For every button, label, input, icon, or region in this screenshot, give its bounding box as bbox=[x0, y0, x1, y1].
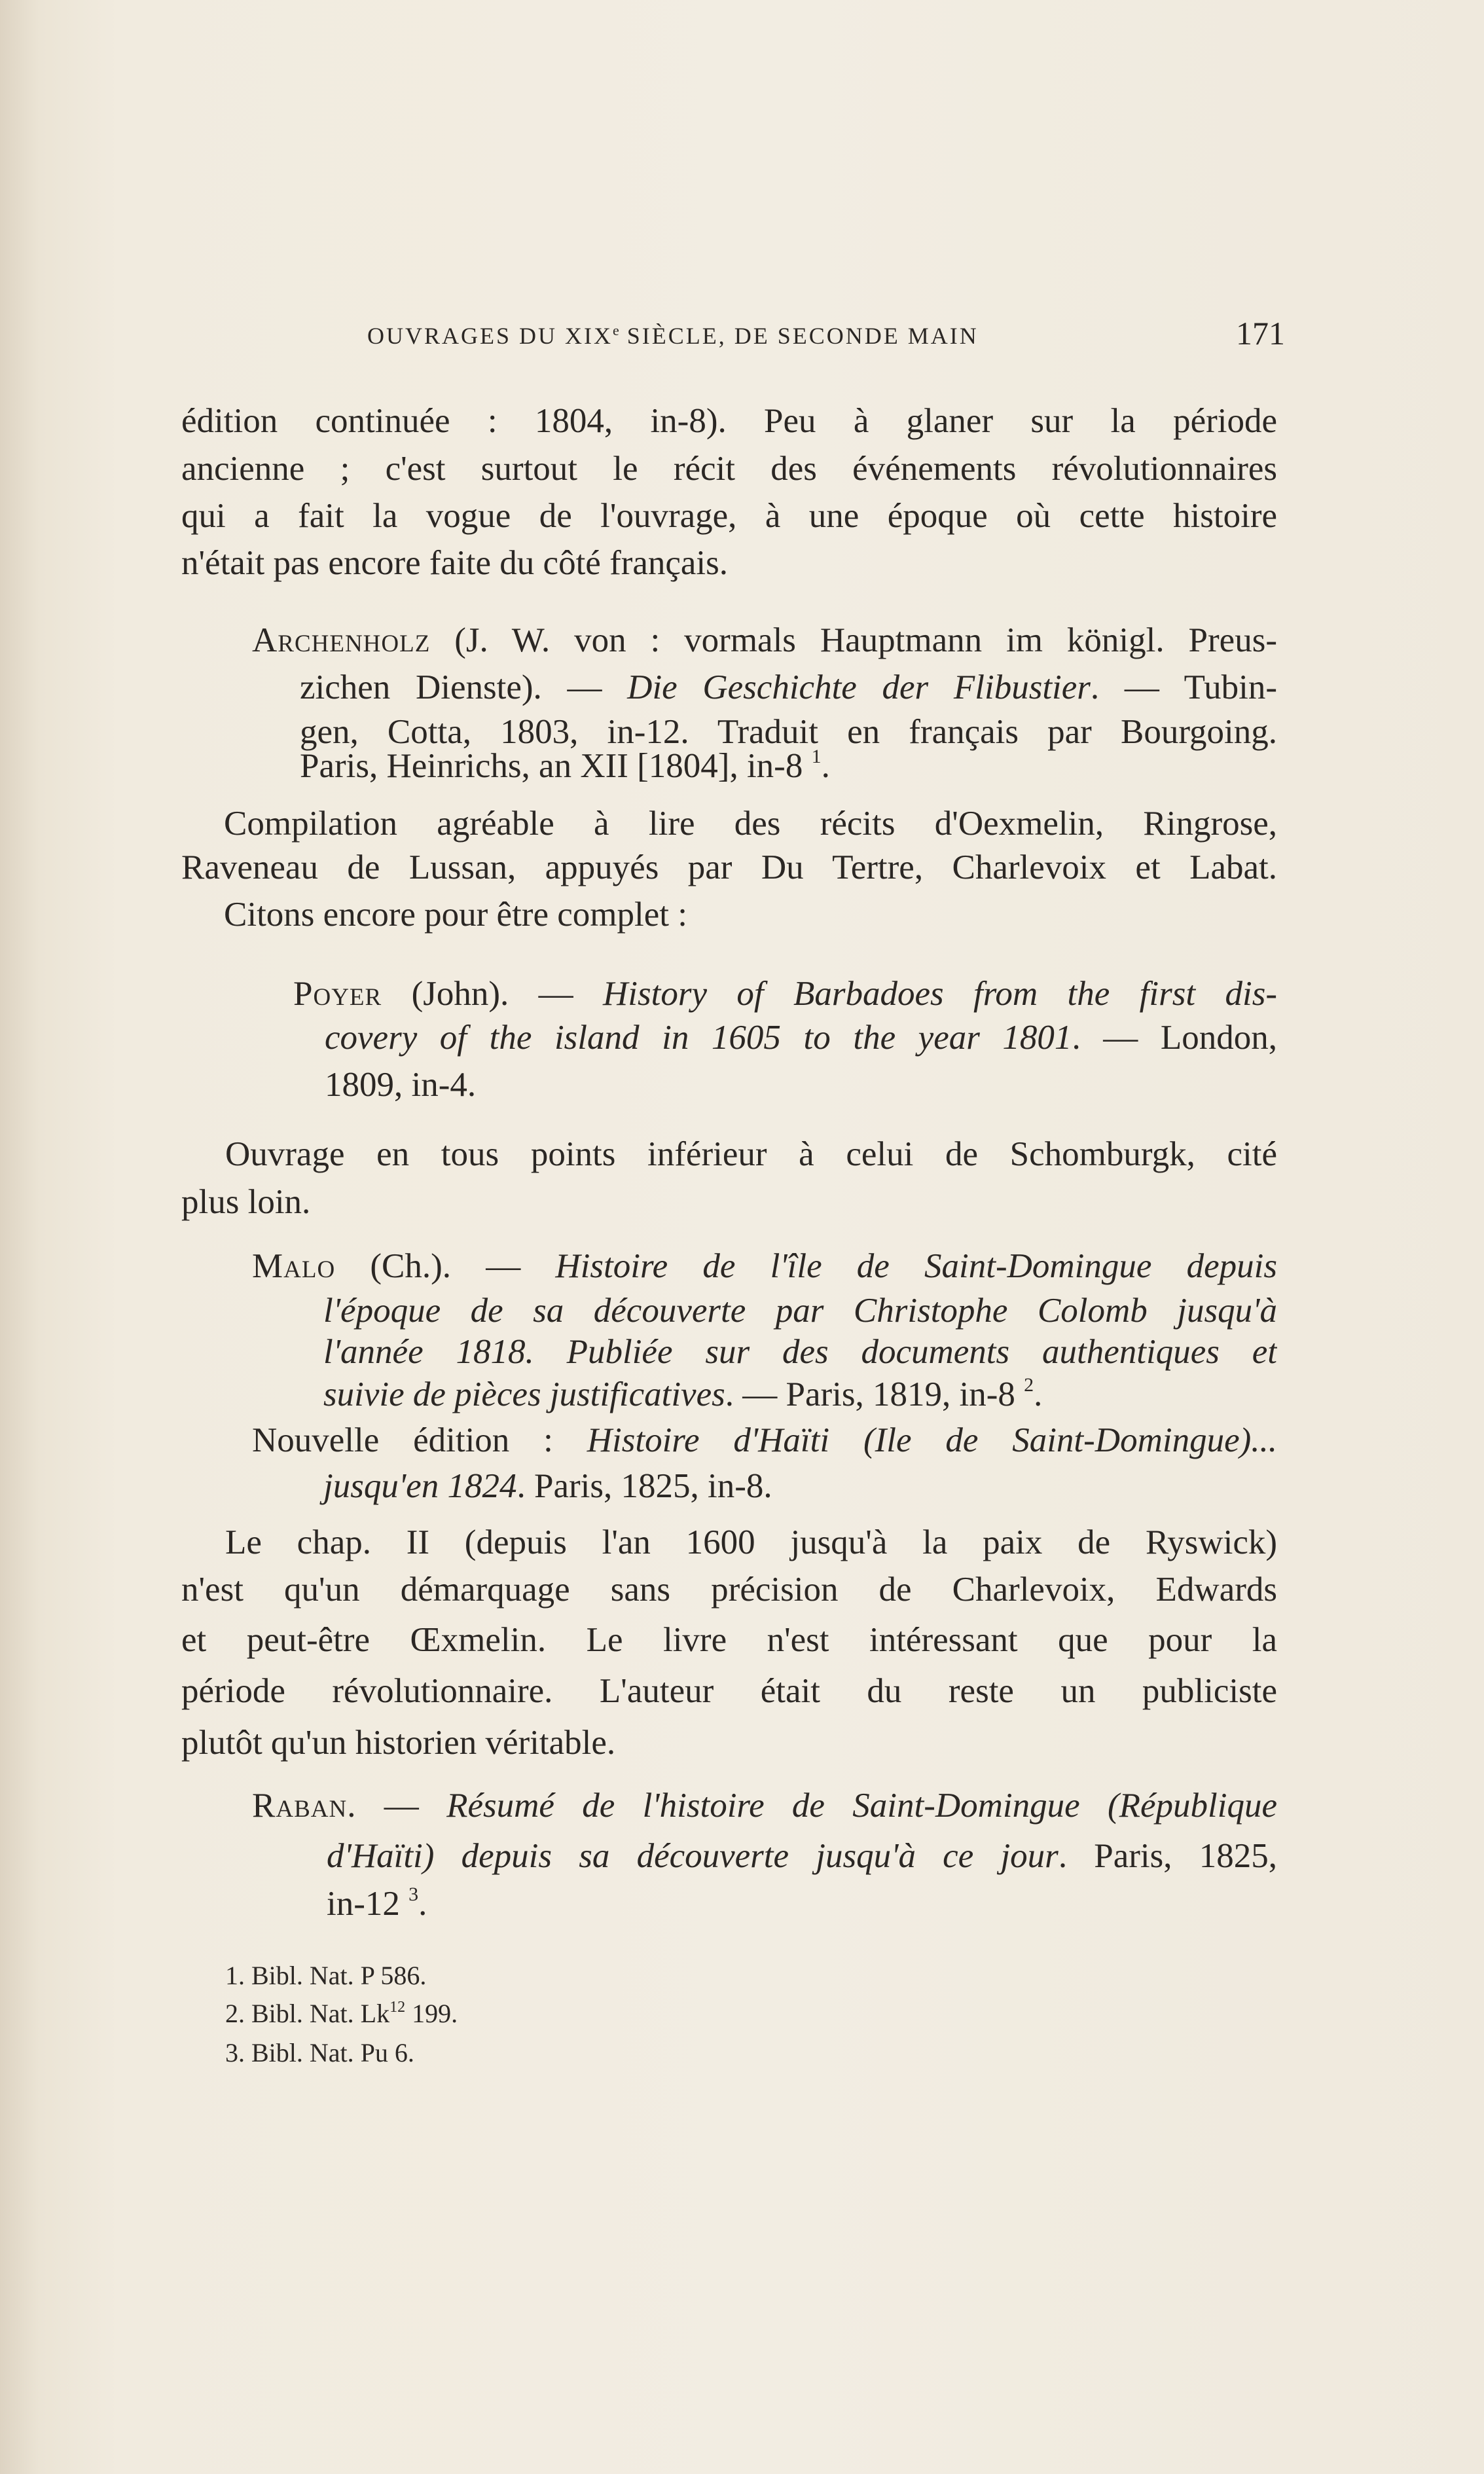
text-run: . Paris, 1825, in-8. bbox=[516, 1467, 772, 1505]
paragraph-continuation-line bbox=[181, 397, 1277, 445]
author-name: Archenholz bbox=[252, 621, 431, 659]
text-run: (J. W. von : vormals Hauptmann im königl. Preus- bbox=[430, 621, 1277, 659]
bib-entry-malo-line bbox=[252, 1243, 1277, 1290]
paragraph-ouvrage-line bbox=[181, 1178, 310, 1226]
running-header bbox=[367, 322, 979, 350]
text-run: période révolutionnaire. L'auteur était du reste un publiciste bbox=[181, 1672, 1277, 1710]
footnote-reference[interactable]: 3 bbox=[408, 1883, 419, 1905]
italic-title-text: Histoire d'Haïti (Ile de Saint-Domingue)... bbox=[587, 1421, 1277, 1459]
text-run: . bbox=[821, 747, 830, 785]
bib-entry-archenholz-line bbox=[252, 617, 1277, 664]
text-run: 1. Bibl. Nat. P 586. bbox=[225, 1961, 427, 1990]
running-title: OUVRAGES DU XIX bbox=[367, 323, 613, 349]
text-run: . Paris, 1825, bbox=[1058, 1837, 1277, 1875]
bib-entry-malo-line bbox=[323, 1371, 1042, 1418]
text-run: . — Paris, 1819, in-8 bbox=[725, 1375, 1024, 1413]
italic-title-text: Résumé de l'histoire de Saint-Domingue (République bbox=[446, 1787, 1277, 1825]
bib-entry-poyer-line bbox=[325, 1061, 476, 1108]
italic-title-text: d'Haïti) depuis sa découverte jusqu'à ce jour bbox=[327, 1837, 1059, 1875]
bib-entry-malo-line bbox=[252, 1417, 1277, 1464]
text-run: Ouvrage en tous points inférieur à celui de Schomburgk, cité bbox=[225, 1135, 1277, 1173]
footnote bbox=[225, 2034, 414, 2072]
bib-entry-malo-line bbox=[323, 1463, 772, 1510]
italic-title-text: Die Geschichte der Flibustier bbox=[627, 668, 1091, 706]
paragraph-le-chap-line bbox=[181, 1667, 1277, 1715]
text-run: in-12 bbox=[327, 1885, 409, 1923]
text-run: — bbox=[356, 1787, 447, 1825]
footnote-reference[interactable]: 1 bbox=[811, 746, 822, 767]
paragraph-compilation-line bbox=[224, 891, 687, 938]
text-run: (Ch.). — bbox=[335, 1247, 556, 1285]
page-number: 171 bbox=[1236, 315, 1285, 352]
text-run: n'est qu'un démarquage sans précision de Charlevoix, Edwards bbox=[181, 1571, 1277, 1609]
text-run: plus loin. bbox=[181, 1183, 311, 1221]
bib-entry-poyer-line bbox=[293, 970, 1277, 1017]
italic-title-text: l'année 1818. Publiée sur des documents authentiques et bbox=[323, 1333, 1277, 1371]
italic-title-text: jusqu'en 1824 bbox=[323, 1467, 517, 1505]
paragraph-le-chap-line bbox=[181, 1566, 1277, 1613]
italic-title-text: l'époque de sa découverte par Christophe Colomb jusqu'à bbox=[323, 1292, 1277, 1330]
paragraph-continuation-line bbox=[181, 445, 1277, 492]
text-run: Citons encore pour être complet : bbox=[224, 896, 687, 934]
footnote bbox=[225, 1995, 458, 2033]
text-run: Paris, Heinrichs, an XII [1804], in-8 bbox=[300, 747, 812, 785]
italic-title-text: History of Barbadoes from the first dis- bbox=[603, 975, 1277, 1013]
text-run: ancienne ; c'est surtout le récit des événements révolutionnaires bbox=[181, 450, 1277, 488]
bib-entry-raban-line bbox=[327, 1880, 427, 1927]
italic-title-text: suivie de pièces justificatives bbox=[323, 1375, 725, 1413]
paragraph-ouvrage-line bbox=[225, 1131, 1277, 1178]
text-run: gen, Cotta, 1803, in-12. Traduit en français par Bourgoing. bbox=[300, 713, 1277, 751]
bib-entry-raban-line bbox=[327, 1832, 1277, 1880]
text-run: Le chap. II (depuis l'an 1600 jusqu'à la paix de Ryswick) bbox=[225, 1523, 1277, 1561]
text-run: 2. Bibl. Nat. Lk bbox=[225, 1999, 390, 2028]
paragraph-compilation-line bbox=[181, 844, 1277, 891]
italic-title-text: Histoire de l'île de Saint-Domingue depuis bbox=[555, 1247, 1277, 1285]
text-run: 1809, in-4. bbox=[325, 1066, 477, 1104]
text-run: . — London, bbox=[1072, 1019, 1277, 1057]
paragraph-le-chap-line bbox=[225, 1519, 1277, 1566]
paragraph-continuation-line bbox=[181, 539, 728, 587]
text-run: 3. Bibl. Nat. Pu 6. bbox=[225, 2038, 414, 2067]
footnote bbox=[225, 1957, 426, 1995]
author-name: Poyer bbox=[293, 975, 382, 1013]
text-run: Compilation agréable à lire des récits d'Oexmelin, Ringrose, bbox=[224, 805, 1277, 843]
running-title-rest: SIÈCLE, DE SECONDE MAIN bbox=[619, 323, 979, 349]
bib-entry-poyer-line bbox=[325, 1014, 1277, 1061]
text-run: plutôt qu'un historien véritable. bbox=[181, 1724, 616, 1762]
author-name: Raban. bbox=[252, 1787, 357, 1825]
paragraph-compilation-line bbox=[224, 800, 1277, 847]
text-run: (John). — bbox=[382, 975, 604, 1013]
text-run: et peut-être Œxmelin. Le livre n'est intéressant que pour la bbox=[181, 1621, 1277, 1659]
bib-entry-malo-line bbox=[323, 1287, 1277, 1334]
text-run: Nouvelle édition : bbox=[252, 1421, 587, 1459]
text-run: . bbox=[418, 1885, 427, 1923]
text-run: . bbox=[1034, 1375, 1043, 1413]
paragraph-le-chap-line bbox=[181, 1719, 615, 1766]
bib-entry-raban-line bbox=[252, 1782, 1277, 1829]
text-run: . — Tubin- bbox=[1090, 668, 1277, 706]
bib-entry-malo-line bbox=[323, 1328, 1277, 1375]
bib-entry-archenholz-line bbox=[300, 742, 830, 790]
italic-title-text: covery of the island in 1605 to the year 1801 bbox=[325, 1019, 1072, 1057]
bib-entry-archenholz-line bbox=[300, 664, 1277, 711]
running-title-superscript: e bbox=[613, 322, 619, 338]
paragraph-le-chap-line bbox=[181, 1616, 1277, 1664]
paragraph-continuation-line bbox=[181, 492, 1277, 539]
footnote-reference[interactable]: 12 bbox=[389, 1999, 406, 2016]
text-run: n'était pas encore faite du côté français. bbox=[181, 544, 729, 582]
text-run: zichen Dienste). — bbox=[300, 668, 628, 706]
footnote-reference[interactable]: 2 bbox=[1024, 1374, 1034, 1396]
text-run: édition continuée : 1804, in-8). Peu à glaner sur la période bbox=[181, 402, 1277, 440]
author-name: Malo bbox=[252, 1247, 336, 1285]
text-run: Raveneau de Lussan, appuyés par Du Tertre, Charlevoix et Labat. bbox=[181, 848, 1277, 886]
text-run: 199. bbox=[405, 1999, 458, 2028]
text-run: qui a fait la vogue de l'ouvrage, à une époque où cette histoire bbox=[181, 497, 1277, 535]
